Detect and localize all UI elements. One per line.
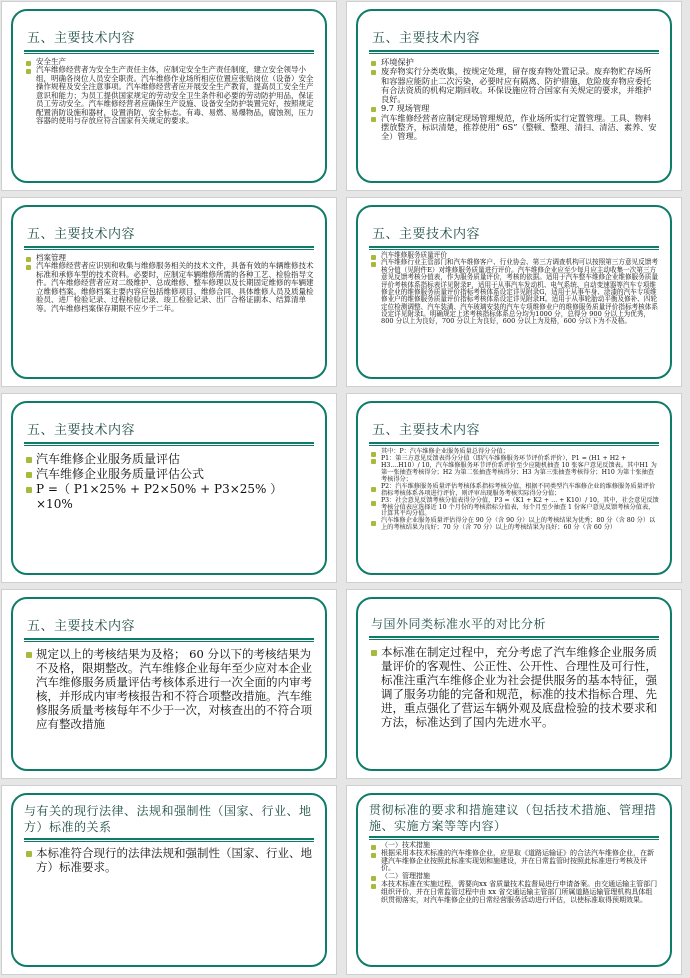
bullet-text: 本技术标准在实施过程，需要向xx 省质量技术监督局进行申请备案。由交通运输主管部门组织评价，并在日常监管过程中由 xx 省交通运输主管部门所属道路运输管理机构具体组织贯彻落实，对汽车维修企业的日常经营服务活动进行评估，以使标准取得预期效果。 <box>371 881 659 904</box>
slide-content <box>26 254 314 313</box>
bullet-text: 本标准符合现行的法律法规和强制性（国家、行业、地方）标准要求。 <box>26 846 314 875</box>
title-underline <box>24 50 314 52</box>
slide-8[interactable] <box>346 589 682 779</box>
slide-content <box>371 645 659 729</box>
bullet-text: 汽车维修经营者为安全生产责任主体，应制定安全生产责任制度，建立安全领导小组，明确各岗位人员安全职责。汽车维修作业场所相应位置应张贴岗位（设备）安全操作规程及安全注意事项。汽车维修经营者应开展安全生产教育，提高员工安全生产意识和能力；为员工提供国家规定的劳动安全卫生条件和必要的劳动防护用品，保证员工劳动安全。汽车维修经营者应确保生产设施、设备安全防护装置完好，按照规定配置消防设施和器材，设置消防、安全标志。有毒、易燃、易爆物品，腐蚀剂，压力容器的使用与存放应符合国家有关规定的要求。 <box>26 66 314 125</box>
bullet-text: 汽车维修企业服务质量评估公式 <box>26 467 314 482</box>
slide-1[interactable] <box>1 1 337 191</box>
slide-6[interactable] <box>346 393 682 583</box>
bullet-text: 汽车维修经营者应识别和收集与维修服务相关的技术文件，具备有效的车辆维修技术标准和承修车型的技术资料。必要时，应制定车辆维修所需的各种工艺、检验指导文件。汽车维修经营者应对二级维护、总成维修、整车修理以及长期固定维修的车辆建立维修档案。维修档案主要内容应包括维修项目、维修合同、具体维修人员及质量检验员、进厂检验记录、过程检验记录、竣工检验记录、出厂合格证副本、结算清单等。汽车维修档案保存期限不应少于二年。 <box>26 262 314 313</box>
title-underline <box>369 442 659 444</box>
bullet-text: 汽车维修企业服务质量评估 <box>26 452 314 467</box>
slide-content <box>26 846 314 875</box>
title-underline <box>24 638 314 640</box>
slide-7[interactable] <box>1 589 337 779</box>
bullet-heading: 9.7 现场管理 <box>371 104 659 113</box>
bullet-heading: （二）管理措施 <box>371 873 659 881</box>
bullet-heading: 档案管理 <box>26 254 314 262</box>
bullet-heading: 环境保护 <box>371 58 659 67</box>
slide-9[interactable] <box>1 785 337 975</box>
slide-title: 五、主要技术内容 <box>372 31 481 46</box>
slide-title: 五、主要技术内容 <box>27 227 136 242</box>
slide-content <box>26 647 314 731</box>
formula: P =（ P1×25% + P2×50% + P3×25% ）×10% <box>26 482 314 512</box>
bullet-text: P3：社会意见反馈考核分值表得分分值，P3 =（K1 + K2 + … + K10）/ 10，其中，社会意见反馈考核分值表应选择近 10 个月份的考核指标分值表，每个月至少抽查 1 份客户意见反馈考核分值表，计算其平均分值。 <box>371 498 659 519</box>
slide-content <box>26 58 314 126</box>
slide-title: 五、主要技术内容 <box>372 227 481 242</box>
bullet-text: 规定以上的考核结果为及格； 60 分以下的考核结果为不及格，限期整改。汽车维修企业每年至少应对本企业汽车维修服务质量评估考核体系进行一次全面的内审考核，并形成内审考核报告和不符合项整改措施。汽车维修服务质量考核每年不少于一次，对核查出的不符合项应有整改措施 <box>26 647 314 731</box>
title-underline <box>369 246 659 248</box>
slide-3[interactable] <box>1 197 337 387</box>
slide-title: 贯彻标准的要求和措施建议（包括技术措施、管理措施、实施方案等等内容） <box>369 803 657 834</box>
slide-content <box>371 58 659 141</box>
title-underline <box>24 246 314 248</box>
bullet-text: P2：汽车维修服务质量评估考核体系指标考核分值，根据不同类型汽车维修企业的维修服务质量评价指标考核体系各项进行评价，则评审出现服务考核实际得分分值； <box>371 484 659 498</box>
title-underline <box>369 836 659 838</box>
slide-title: 与有关的现行法律、法规和强制性（国家、行业、地方）标准的关系 <box>24 804 312 835</box>
bullet-heading: 汽车维修服务质量评价 <box>371 252 659 259</box>
slide-content <box>371 842 659 905</box>
slide-title: 五、主要技术内容 <box>27 423 136 438</box>
title-underline <box>24 442 314 444</box>
bullet-text: 根据采用本技术标准的汽车维修企业，应是取《道路运输证》的合法汽车维修企业，在新建汽车维修企业按照此标准实现划和施建设，并在日常监管时按照此标准进行考核及评价。 <box>371 850 659 873</box>
title-underline <box>369 636 659 638</box>
slide-content <box>371 449 659 532</box>
slide-title: 与国外同类标准水平的对比分析 <box>371 617 547 631</box>
bullet-text: 汽车维修经营者应制定现场管理规范，作业场所实行定置管理。工具、物料摆放整齐，标识清楚，推荐使用“ 6S”（整顿、整理、清扫、清洁、素养、安全）管理。 <box>371 114 659 142</box>
slide-title: 五、主要技术内容 <box>372 423 481 438</box>
slide-4[interactable] <box>346 197 682 387</box>
bullet-text: 废弃物实行分类收集，按规定处理，留存废弃物处置记录。废弃物贮存场所和容器应能防止二次污染，必要时应有隔离、防护措施，危险废弃物应委托有合法资质的机构定期回收。环保设施应符合国家有关规定的要求，并维护良好。 <box>371 67 659 104</box>
bullet-text: 汽车维修企业服务质量评估得分在 90 分（含 90 分）以上的考核结果为优秀；80 分（含 80 分）以上的考核结果为良好；70 分（含 70 分）以上的考核结果为良好；60 分（含 60 分） <box>371 518 659 532</box>
bullet-text: P1：第三方意见反馈表得分分值（即汽车维修服务环节评价系评价），P1 = (H1 + H2 + H3....H10）/ 10，汽车维修服务环节评价系评价至少应随机抽查 10 张客户意见反馈表。其中H1 为第一张抽查考核得分；H2 为第二张抽查考核得分；H3 为第三张抽查考核得分；H10 为第十张抽查考核得分； <box>371 456 659 484</box>
bullet-text: 汽车维修行业主管部门和汽车维修客户、行业协会、第三方调查机构可以按照第三方意见反馈考核分值（见附件E）对维修服务质量进行评价。汽车维修企业应至少每月应主动收集一次第三方意见反馈考核分值表，作为服务质量评价，考核的依据。适用于汽车整车维修企业维修服务质量评价考核体系指标表详见附录F，适用于从事汽车发动机、电气系统、自动变速器等汽车专项维修企业的维修服务质量评价指标考核体系设定详见附录G，适用于从事车身、涂漆的汽车专项维修业户的维修服务质量评价指标考核体系设定详见附录H。适用于从事轮胎动平衡及修补、四轮定位检测调整、汽车装潢、汽车玻璃安装的汽车专项维修业户的维修服务质量评价指标考核体系设定详见附录I。明确规定上述考核指标体系总分均为1000 分，总得分 900 分以上为优秀，800 分以上为良好，700 分以上为良好，600 分以上为及格，600 分以下为不及格。 <box>371 259 659 325</box>
bullet-heading: （一）技术措施 <box>371 842 659 850</box>
slide-content <box>371 252 659 326</box>
slide-10[interactable] <box>346 785 682 975</box>
slide-2[interactable] <box>346 1 682 191</box>
slide-5[interactable] <box>1 393 337 583</box>
title-underline <box>369 50 659 52</box>
bullet-heading: 安全生产 <box>26 58 314 66</box>
bullet-text: 本标准在制定过程中，充分考虑了汽车维修企业服务质量评价的客观性、公正性、公开性、合理性及可行性，标准注重汽车维修企业为社会提供服务的基本特征，强调了服务功能的完备和规范，标准的技术指标合理、先进，重点强化了营运车辆外观及底盘检验的技术要求和方法，标准达到了国内先进水平。 <box>371 645 659 729</box>
slide-title: 五、主要技术内容 <box>27 619 136 634</box>
slide-title: 五、主要技术内容 <box>27 31 136 46</box>
title-underline <box>24 838 314 840</box>
bullet-text: 其中：P：汽车维修企业服务质量总得分分值； <box>371 449 659 456</box>
slide-content <box>26 452 314 512</box>
